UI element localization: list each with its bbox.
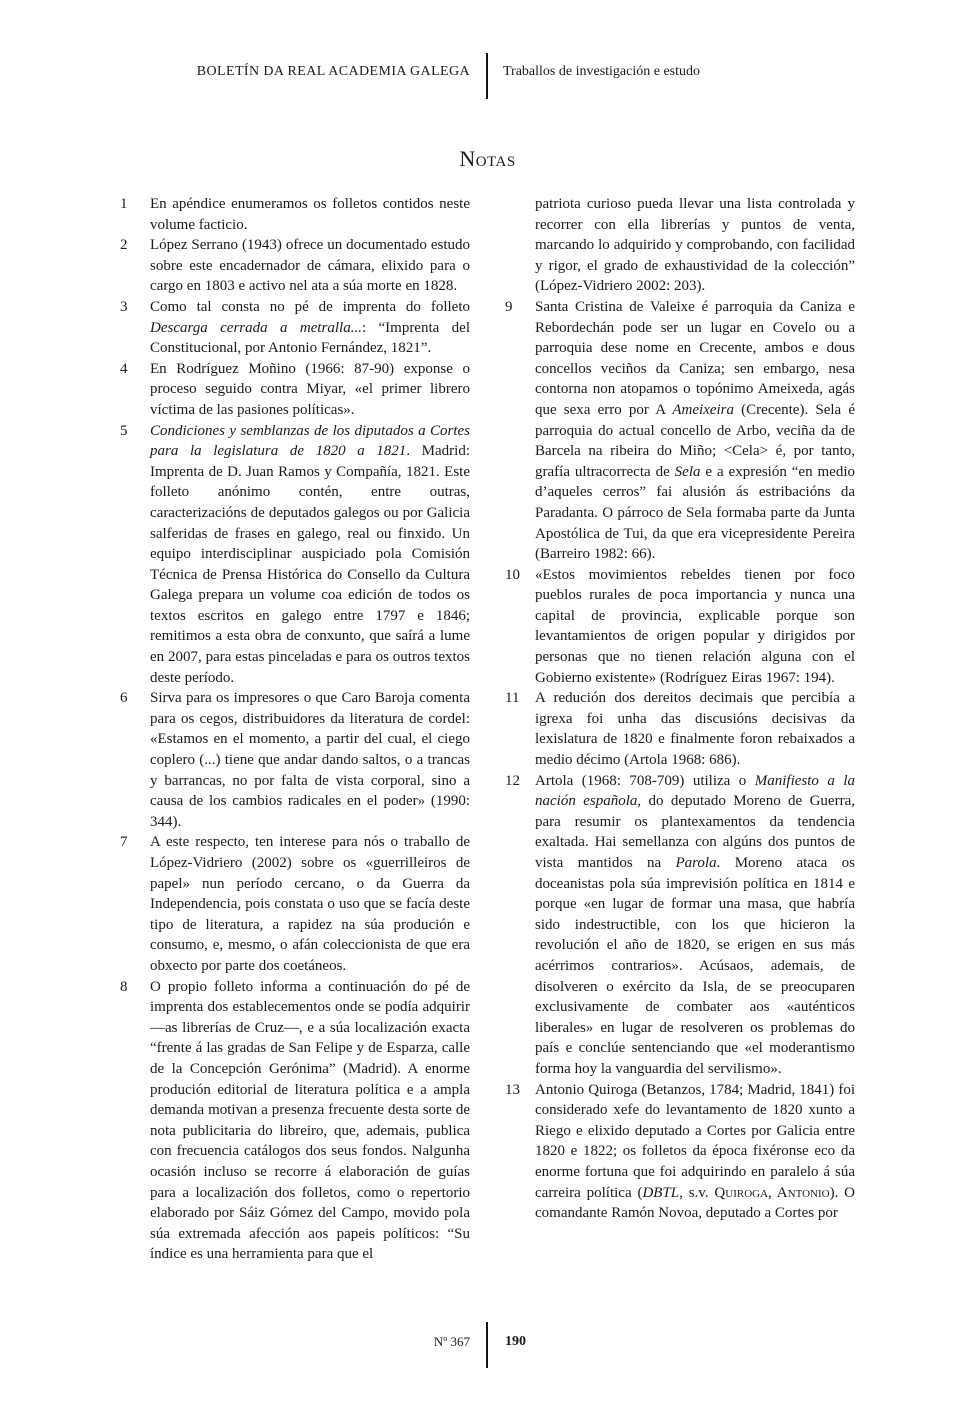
note-10: 10 «Estos movimientos rebeldes tienen por foco pueblos rurales de poca importancia y nunca una capital de provincia, explicable porque son levantamientos de origen popular y dirigidos por personas que no tienen relación alguna con el Gobierno existente» (Rodríguez Eiras 1967: 194). bbox=[505, 566, 855, 686]
note-6: 6 Sirva para os impresores o que Caro Baroja comenta para os cegos, distribuidores da literatura de cordel: «Estamos en el momento, a partir del cual, el ciego coplero (...) tiene que andar dando saltos, o a trancas y barrancas, no por falta de vista corporal, sino a causa de los cambios radicales en el poder» (1990: 344). bbox=[120, 690, 470, 830]
issue-number: Nº 367 bbox=[433, 1334, 470, 1349]
footer-divider bbox=[486, 1322, 488, 1368]
header-divider bbox=[486, 53, 488, 99]
note-9: 9 Santa Cristina de Valeixe é parroquia da Caniza e Rebordechán pode ser un lugar en Covelo ou a parroquia dese nome en Crecente, ambos e dous concellos veciños da Caniza; sen embargo, nesa contorna non atopamos o topónimo Ameixeda, agás que sexa erro por A Ameixeira (Crecente). Sela é parroquia do actual concello de Arbo, veciña da de Barcela na ribeira do Miño; <Cela> é, por tanto, grafía ultracorrecta de Sela e a expresión “en medio d’aqueles cerros” fai alusión ás estribacións da Paradanta. O párroco de Sela formaba parte da Junta Apostólica de Tui, da que era vicepresidente Pereira (Barreiro 1982: 66). bbox=[505, 298, 855, 563]
journal-title: BOLETÍN DA REAL ACADEMIA GALEGA bbox=[196, 64, 470, 79]
note-5: 5 Condiciones y semblanzas de los diputados a Cortes para la legislatura de 1820 a 1821. Madrid: Imprenta de D. Juan Ramos y Compañía, 1821. Este folleto anónimo contén, entre outras, caracterizacións de deputados galegos ou por Galicia salferidas de frases en galego, real ou finxido. Un equipo interdisciplinar auspiciado pola Comisión Técnica de Prensa Histórica do Consello da Cultura Galega prepara un volume coa edición de todos os textos escritos en galego entre 1797 e 1846; remitimos a esta obra de conxunto, que saírá a lume en 2007, para estas pinceladas e para os outros textos deste período. bbox=[120, 422, 470, 686]
note-8-continued: patriota curioso pueda llevar una lista controlada y recorrer con ella librerías y puntos de venta, marcando lo adquirido y comprobando, con facilidad y rigor, el grado de exhaustividad de la colección” (López-Vidriero 2002: 203). bbox=[535, 196, 855, 295]
note-3: 3 Como tal consta no pé de imprenta do folleto Descarga cerrada a metralla...: “Imprenta del Constitucional, por Antonio Fernández, 1821”. bbox=[120, 298, 470, 357]
notes-column-right bbox=[505, 194, 855, 1224]
page-number: 190 bbox=[505, 1334, 526, 1349]
note-1: 1 En apéndice enumeramos os folletos contidos neste volume facticio. bbox=[120, 196, 470, 233]
note-4: 4 En Rodríguez Moñino (1966: 87-90) exponse o proceso seguido contra Miyar, «el primer librero víctima de las pasiones políticas». bbox=[120, 360, 470, 418]
section-title: Traballos de investigación e estudo bbox=[503, 64, 701, 79]
note-13: 13 Antonio Quiroga (Betanzos, 1784; Madrid, 1841) foi considerado xefe do levantamento de 1820 xunto a Riego e elixido deputado a Cortes por Galicia entre 1820 e 1822; os folletos da época fixéronse eco da enorme fortuna que foi adquirindo en paralelo á súa carreira política (DBTL, s.v. Quiroga, Antonio). O comandante Ramón Novoa, deputado a Cortes por bbox=[505, 1081, 856, 1222]
note-11: 11 A redución dos dereitos decimais que percibía a igrexa foi unha das discusións decisivas da lexislatura de 1820 e finalmente foron rebaixados a medio décimo (Artola 1968: 686). bbox=[505, 690, 855, 769]
page-title: Notas bbox=[459, 146, 516, 171]
note-2: 2 López Serrano (1943) ofrece un documentado estudo sobre este encadernador de cámara, elixido para o cargo en 1803 e activo nel ata a súa morte en 1828. bbox=[120, 237, 470, 295]
notes-column-left bbox=[120, 194, 470, 1265]
note-7: 7 A este respecto, ten interese para nós o traballo de López-Vidriero (2002) sobre os «guerrilleiros de papel» nun período cercano, o da Guerra da Independencia, pois constata o uso que se facía deste tipo de literatura, a rapidez na súa produción e consumo, e, mesmo, o afán coleccionista de que era obxecto por parte dos coetáneos. bbox=[120, 834, 470, 974]
note-8: 8 O propio folleto informa a continuación do pé de imprenta dos establecementos onde se podía adquirir —as librerías de Cruz—, e a súa localización exacta “frente á las gradas de San Felipe y de Esparza, calle de la Concepción Gerónima” (Madrid). A enorme produción editorial de literatura política e a ampla demanda motivan a presenza frecuente desta sorte de nota publicitaria do libreiro, que, ademais, publica con frecuencia catálogos dos seus fondos. Nalgunha ocasión incluso se recorre á elaboración de guías para a localización dos folletos, como o repertorio elaborado por Sáiz Gómez del Campo, movido pola súa extremada afección aos papeis políticos: “Su índice es una herramienta para que el bbox=[120, 978, 470, 1263]
note-12: 12 Artola (1968: 708-709) utiliza o Manifiesto a la nación española, do deputado Moreno de Guerra, para resumir os plantexamentos da tendencia exaltada. Hai semellanza con algúns dos puntos de vista mantidos na Parola. Moreno ataca os doceanistas pola súa imprevisión política en 1814 e porque «en lugar de formar una masa, que habría sido indestructible, con los que hicieron la revolución el año de 1820, se erigen en sus más acérrimos contrarios». Acúsaos, ademais, de disolveren o exército da Isla, de se preocuparen exclusivamente de combater aos «auténticos liberales» en lugar de resolveren os problemas do país e conclúe sentenciando que «el moderantismo forma hoy la vanguardia del servilismo». bbox=[505, 772, 855, 1077]
